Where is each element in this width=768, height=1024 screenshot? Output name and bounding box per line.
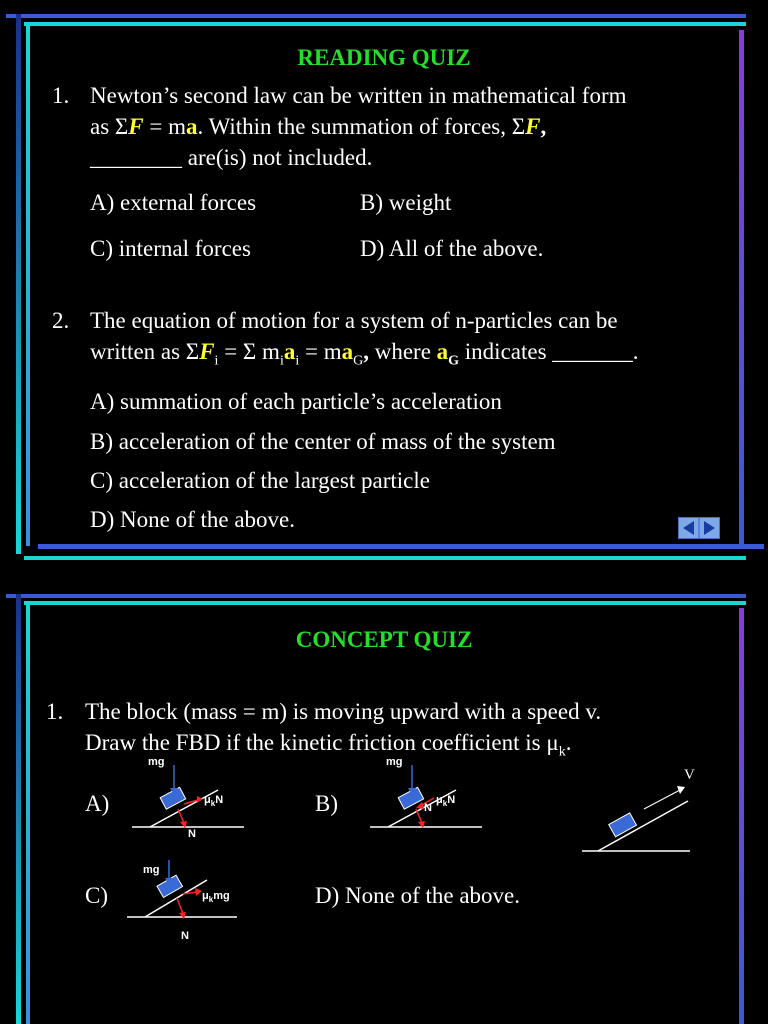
label-friction bbox=[436, 794, 455, 808]
label-mg: mg bbox=[148, 756, 165, 768]
label-mg: mg bbox=[143, 864, 160, 876]
left-bar bbox=[16, 594, 21, 1024]
concept-quiz-title: CONCEPT QUIZ bbox=[295, 627, 473, 652]
n-suffix: N bbox=[447, 794, 456, 806]
q1-text: = m bbox=[143, 114, 187, 139]
subscript: i bbox=[295, 353, 300, 369]
fbd-b-diagram bbox=[368, 760, 488, 840]
subscript: k bbox=[208, 895, 214, 905]
q1-option-d[interactable]: D) All of the above. bbox=[360, 236, 544, 261]
fbd-a bbox=[130, 756, 250, 840]
q2-option-d[interactable]: D) None of the above. bbox=[90, 507, 296, 532]
label-mg: mg bbox=[386, 756, 403, 768]
force-symbol: F bbox=[128, 114, 144, 139]
q1-number: 1. bbox=[52, 83, 70, 108]
motion-diagram-svg bbox=[578, 765, 698, 855]
mu-symbol: μ bbox=[204, 794, 211, 806]
subscript: k bbox=[558, 744, 566, 760]
cq1-text: . bbox=[565, 730, 572, 755]
cq1-option-c[interactable]: C) bbox=[85, 883, 108, 908]
q2-option-b[interactable]: B) acceleration of the center of mass of the system bbox=[90, 429, 556, 454]
subscript: G bbox=[353, 353, 364, 369]
q1-line3: ________ are(is) not included. bbox=[90, 145, 373, 170]
q1-text: as Σ bbox=[90, 114, 129, 139]
subscript: k bbox=[210, 799, 216, 809]
cq1-option-d[interactable]: D) None of the above. bbox=[315, 883, 521, 908]
q2-number: 2. bbox=[52, 308, 70, 333]
label-friction bbox=[204, 794, 223, 808]
q2-text: = Σ m bbox=[218, 339, 280, 364]
q2-option-a[interactable]: A) summation of each particle’s acceleration bbox=[90, 389, 502, 414]
q2-text: written as Σ bbox=[90, 339, 200, 364]
cq1-line1: The block (mass = m) is moving upward with a speed v. bbox=[85, 699, 602, 724]
nav-arrows-icon bbox=[679, 518, 719, 538]
force-symbol: F bbox=[525, 114, 541, 139]
q2-option-c[interactable]: C) acceleration of the largest particle bbox=[90, 468, 430, 493]
q1-line2 bbox=[90, 111, 546, 142]
left-bar-inner bbox=[26, 605, 30, 1024]
q1-line1: Newton’s second law can be written in mathematical form bbox=[90, 83, 627, 108]
q2-line2 bbox=[90, 336, 639, 377]
top-bar-dark bbox=[6, 594, 746, 598]
subscript: G bbox=[448, 353, 460, 369]
mu-symbol: μ bbox=[202, 890, 209, 902]
motion-diagram bbox=[578, 765, 698, 855]
mg-suffix: mg bbox=[213, 890, 230, 902]
bottom-bar-cyan bbox=[24, 556, 746, 560]
top-bar-dark bbox=[6, 14, 746, 18]
left-bar-inner bbox=[26, 26, 30, 546]
q1-option-a[interactable]: A) external forces bbox=[90, 190, 257, 215]
reading-quiz-title: READING QUIZ bbox=[297, 45, 471, 70]
q2-text: where bbox=[368, 339, 437, 364]
mu-symbol: μ bbox=[436, 794, 443, 806]
subscript: k bbox=[442, 799, 448, 809]
label-friction bbox=[202, 890, 230, 904]
top-bar-cyan bbox=[24, 601, 746, 605]
q2-text: = m bbox=[299, 339, 342, 364]
label-N: N bbox=[424, 802, 432, 814]
fbd-c bbox=[125, 860, 255, 945]
subscript: i bbox=[214, 353, 219, 369]
right-bar bbox=[739, 30, 744, 545]
q1-option-b[interactable]: B) weight bbox=[360, 190, 452, 215]
cq1-number: 1. bbox=[46, 699, 64, 724]
accel-symbol: a bbox=[436, 339, 449, 364]
bottom-bar-blue bbox=[38, 544, 764, 549]
left-bar bbox=[16, 14, 21, 554]
cq1-option-b[interactable]: B) bbox=[315, 791, 338, 816]
fbd-b bbox=[368, 756, 488, 840]
label-velocity: V bbox=[684, 767, 695, 783]
right-bar bbox=[739, 608, 744, 1024]
q2-comma: , bbox=[363, 339, 369, 364]
subscript: i bbox=[279, 353, 284, 369]
q2-line1: The equation of motion for a system of n-particles can be bbox=[90, 308, 618, 333]
q1-comma: , bbox=[540, 114, 547, 139]
concept-quiz-slide bbox=[0, 590, 768, 1024]
cq1-option-a[interactable]: A) bbox=[85, 791, 110, 816]
label-N: N bbox=[188, 828, 196, 840]
q2-text: indicates _______. bbox=[459, 339, 639, 364]
cq1-text: Draw the FBD if the kinetic friction coefficient is μ bbox=[85, 730, 559, 755]
force-symbol: F bbox=[199, 339, 215, 364]
accel-symbol: a bbox=[283, 339, 296, 364]
label-N: N bbox=[181, 930, 189, 942]
n-suffix: N bbox=[215, 794, 224, 806]
slide-nav bbox=[678, 517, 720, 539]
accel-symbol: a bbox=[186, 114, 198, 139]
q1-option-c[interactable]: C) internal forces bbox=[90, 236, 251, 261]
accel-symbol: a bbox=[341, 339, 354, 364]
q1-text: . Within the summation of forces, Σ bbox=[197, 114, 526, 139]
top-bar-cyan bbox=[24, 22, 746, 26]
